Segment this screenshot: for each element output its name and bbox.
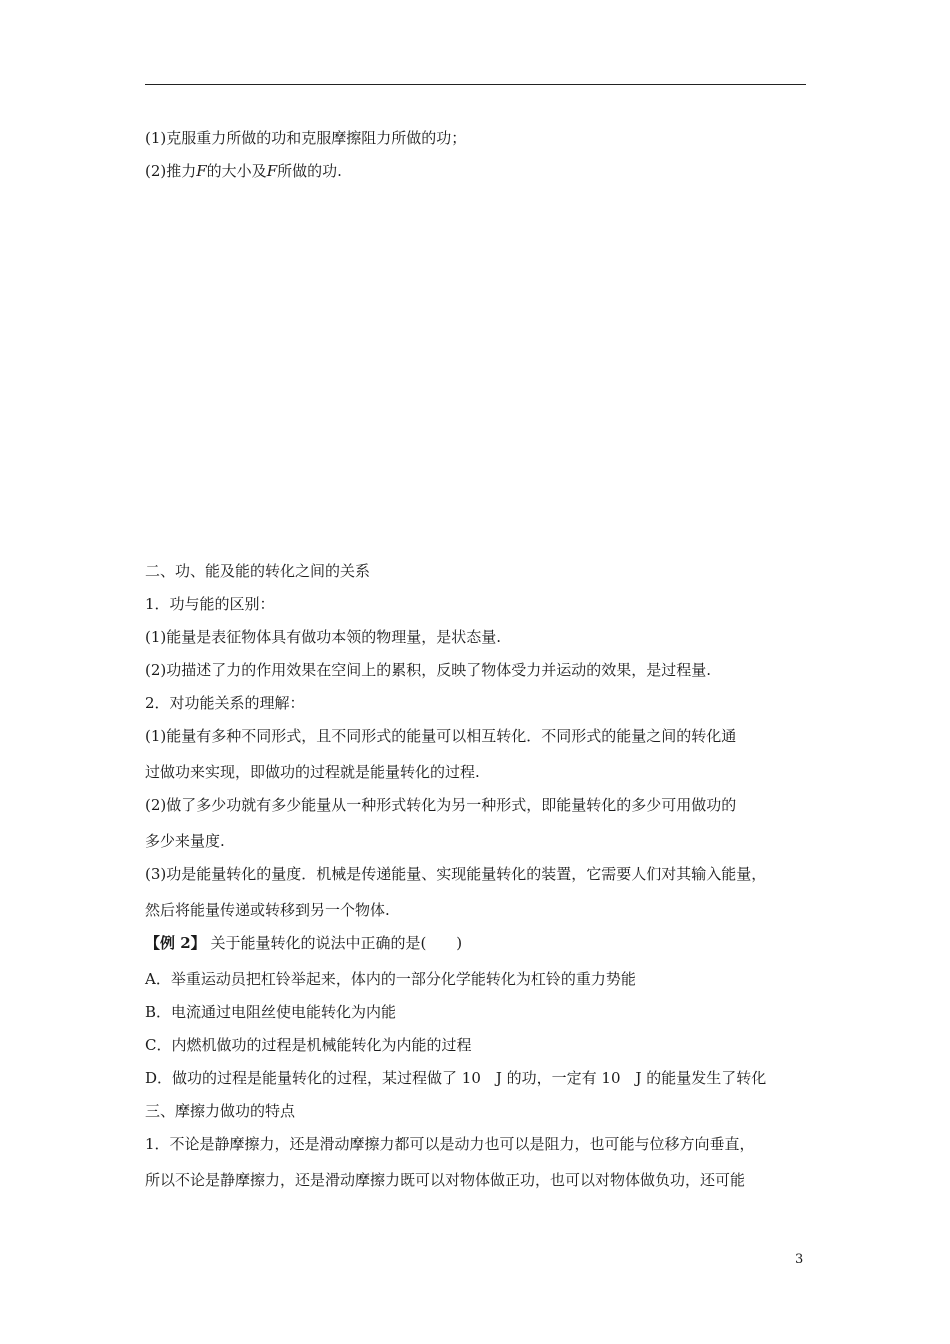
option-b: B．电流通过电阻丝使电能转化为内能 — [145, 1003, 397, 1021]
example-2-question — [145, 933, 462, 953]
q2-text-2: 的大小及 — [206, 162, 267, 180]
paragraph-line: 多少来量度. — [145, 832, 225, 850]
section-heading-3: 三、摩擦力做功的特点 — [145, 1102, 296, 1120]
force-variable: F — [266, 162, 278, 180]
question-part-1: (1)克服重力所做的功和克服摩擦阻力所做的功； — [145, 129, 467, 147]
paragraph-line: (1)能量是表征物体具有做功本领的物理量，是状态量. — [145, 628, 502, 646]
option-c: C．内燃机做功的过程是机械能转化为内能的过程 — [145, 1036, 472, 1054]
paragraph-line: 然后将能量传递或转移到另一个物体. — [145, 901, 390, 919]
paragraph-line: (2)功描述了力的作用效果在空间上的累积，反映了物体受力并运动的效果，是过程量. — [145, 661, 712, 679]
q2-text-1: (2)推力 — [145, 162, 197, 180]
paragraph-line: (1)能量有多种不同形式，且不同形式的能量可以相互转化．不同形式的能量之间的转化通 — [145, 727, 737, 745]
option-d: D．做功的过程是能量转化的过程，某过程做了 10 J 的功，一定有 10 J 的能量发生了转化 — [145, 1069, 767, 1087]
page-number: 3 — [795, 1252, 804, 1267]
header-rule — [145, 84, 806, 85]
q2-text-3: 所做的功. — [277, 162, 342, 180]
paragraph-line: 过做功来实现，即做功的过程就是能量转化的过程. — [145, 763, 480, 781]
subheading-work-energy-difference: 1．功与能的区别： — [145, 595, 275, 613]
paragraph-line: 1．不论是静摩擦力，还是滑动摩擦力都可以是动力也可以是阻力，也可能与位移方向垂直， — [145, 1135, 755, 1153]
example-label: 【例 2】 — [145, 934, 206, 952]
force-variable: F — [196, 162, 207, 180]
paragraph-line: 所以不论是静摩擦力，还是滑动摩擦力既可以对物体做正功，也可以对物体做负功，还可能 — [145, 1171, 746, 1189]
section-heading-2: 二、功、能及能的转化之间的关系 — [145, 562, 371, 580]
example-question-text: 关于能量转化的说法中正确的是( ) — [205, 934, 463, 952]
question-part-2 — [145, 161, 342, 181]
subheading-work-energy-relation: 2．对功能关系的理解： — [145, 694, 305, 712]
paragraph-line: (2)做了多少功就有多少能量从一种形式转化为另一种形式，即能量转化的多少可用做功的 — [145, 796, 737, 814]
paragraph-line: (3)功是能量转化的量度．机械是传递能量、实现能量转化的装置，它需要人们对其输入能量， — [145, 865, 767, 883]
option-a: A．举重运动员把杠铃举起来，体内的一部分化学能转化为杠铃的重力势能 — [145, 970, 636, 988]
